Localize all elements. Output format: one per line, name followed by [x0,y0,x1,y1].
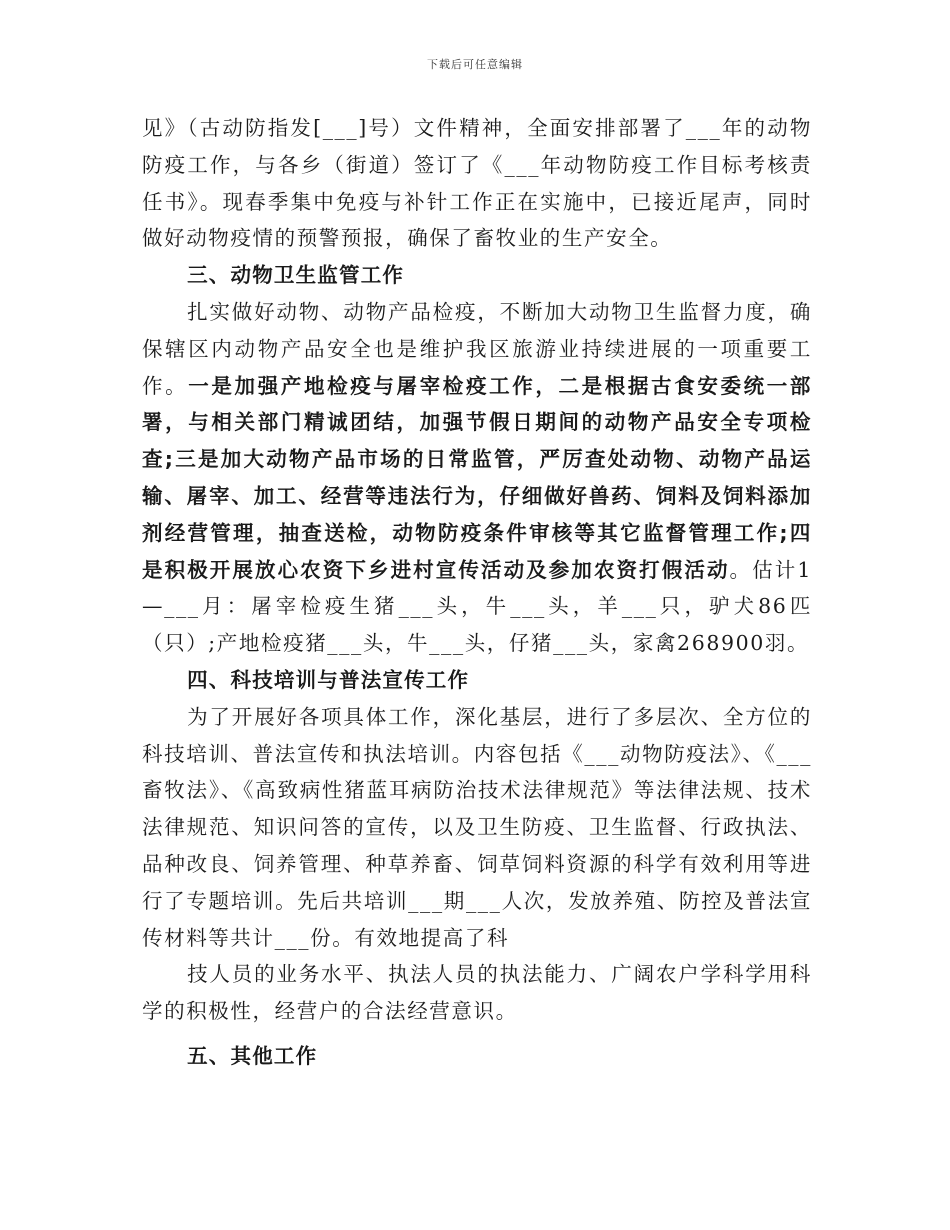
paragraph-training-outcomes: 技人员的业务水平、执法人员的执法能力、广阔农户学科学用科学的积极性，经营户的合法经营意识。 [142,962,812,1024]
paragraph-animal-health-supervision [142,294,812,662]
paragraph-training-and-law-publicity: 为了开展好各项具体工作，深化基层，进行了多层次、全方位的科技培训、普法宣传和执法培训。内容包括《___动物防疫法》、《___畜牧法》、《高致病性猪蓝耳病防治技术法律规范》等法律法规、技术法律规范、知识问答的宣传，以及卫生防疫、卫生监督、行政执法、品种改良、饲养管理、种草养畜、饲草饲料资源的科学有效利用等进行了专题培训。先后共培训___期___人次，发放养殖、防控及普法宣传材料等共计___份。有效地提高了科 [142,704,812,950]
paragraph-supervision-statistics: 。估计1—___月：屠宰检疫生猪___头，牛___头，羊___只，驴犬86匹（只）;产地检疫猪___头，牛___头，仔猪___头，家禽268900羽。 [142,557,812,656]
paragraph-supervision-intro: 扎实做好动物、动物产品检疫，不断加大动物卫生监督力度，确保辖区内动物产品安全也是维护我区旅游业持续进展的一项重要工作。 [142,299,812,398]
section-heading-training-and-law-publicity: 四、科技培训与普法宣传工作 [187,667,470,692]
document-body [142,110,812,1075]
page-header-note: 下载后可任意编辑 [427,58,523,71]
paragraph-animal-epidemic-prevention: 见》（古动防指发[___]号）文件精神，全面安排部署了___年的动物防疫工作，与各乡（街道）签订了《___年动物防疫工作目标考核责任书》。现春季集中免疫与补针工作正在实施中，已接近尾声，同时做好动物疫情的预警预报，确保了畜牧业的生产安全。 [142,116,812,251]
paragraph-supervision-measures-bold: 一是加强产地检疫与屠宰检疫工作，二是根据古食安委统一部署，与相关部门精诚团结，加强节假日期间的动物产品安全专项检查;三是加大动物产品市场的日常监管，严厉查处动物、动物产品运输、屠宰、加工、经营等违法行为，仔细做好兽药、饲料及饲料添加剂经营管理，抽查送检，动物防疫条件审核等其它监督管理工作;四是积极开展放心农资下乡进村宣传活动及参加农资打假活动 [142,373,812,582]
section-heading-other-work: 五、其他工作 [187,1043,318,1068]
section-heading-animal-health-supervision: 三、动物卫生监管工作 [187,263,405,288]
